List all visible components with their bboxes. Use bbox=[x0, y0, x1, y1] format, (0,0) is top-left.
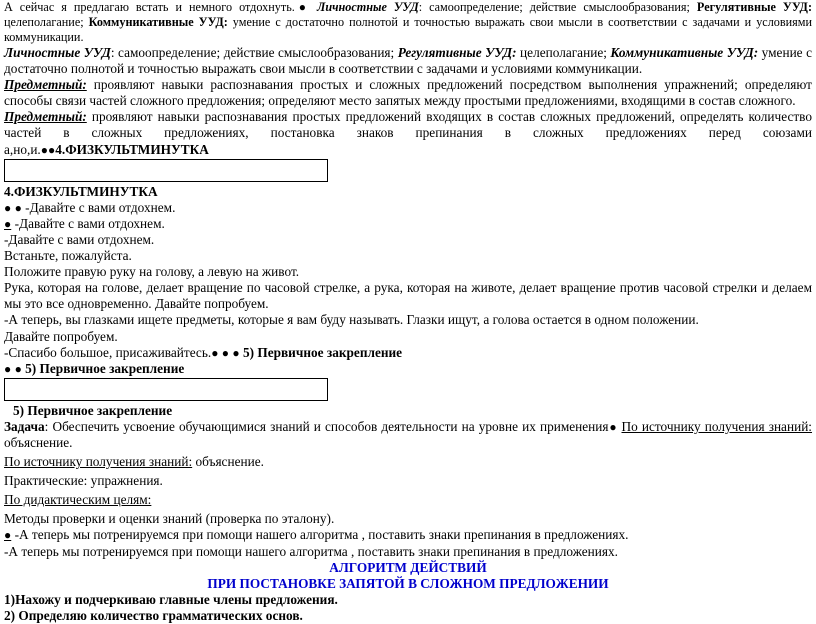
intro-text: А сейчас я предлагаю встать и немного отдохнуть. bbox=[4, 0, 295, 14]
exercise-text: -Давайте с вами отдохнем. bbox=[11, 215, 165, 231]
regulatory-uud-text: целеполагание; bbox=[4, 15, 89, 29]
communicative-uud-label: Коммуникативные УУД: bbox=[88, 15, 228, 29]
source-line bbox=[4, 454, 812, 470]
source-label: По источнику получения знаний: bbox=[621, 418, 813, 434]
communicative-uud-text: умение с достаточно полнотой и точностью выражать свои мысли в соответствии с задачами и условиями коммуникации. bbox=[4, 45, 812, 77]
algorithm-step: 1)Нахожу и подчеркиваю главные члены предложения. bbox=[4, 591, 338, 607]
exercise-line: -Давайте с вами отдохнем. bbox=[4, 231, 155, 247]
bullet-icon: ● bbox=[232, 345, 240, 360]
source-text: объяснение. bbox=[192, 454, 264, 470]
bullet-icon: ● bbox=[4, 528, 12, 543]
paragraph-uud-2 bbox=[4, 45, 812, 77]
section5-title: 5) Первичное закрепление bbox=[13, 402, 173, 418]
subject-text: проявляют навыки распознавания простых и сложных предложений посредством выполнения упражнений; определяют способы связи частей сложного предложения; определяют место запятых между простыми предложениями, входящими в состав сложного. bbox=[4, 77, 812, 109]
personal-uud-text: : самоопределение; действие смыслообразования; bbox=[110, 45, 398, 60]
bullet-icon: ● bbox=[40, 142, 49, 157]
bullet-icon: ● bbox=[4, 216, 12, 231]
exercise-line bbox=[4, 345, 812, 361]
algorithm-step: 2) Определяю количество грамматических основ. bbox=[4, 607, 303, 623]
section-heading-inline: 5) Первичное закрепление bbox=[239, 344, 403, 360]
empty-frame bbox=[4, 159, 328, 182]
exercise-text: -Спасибо большое, присаживайтесь. bbox=[4, 344, 212, 360]
paragraph-uud-1 bbox=[4, 0, 812, 45]
bullet-icon: ● bbox=[211, 345, 219, 360]
bullet-icon: ● bbox=[294, 0, 310, 14]
algorithm-subtitle: ПРИ ПОСТАНОВКЕ ЗАПЯТОЙ В СЛОЖНОМ ПРЕДЛОЖЕНИИ bbox=[207, 575, 609, 591]
personal-uud-text: : самоопределение; действие смыслообразования; bbox=[418, 0, 697, 14]
communicative-uud-text: умение с достаточно полнотой и точностью выражать свои мысли в соответствии с задачами и условиями коммуникации. bbox=[4, 15, 812, 44]
bullet-icon: ● bbox=[14, 361, 22, 376]
regulatory-uud-label: Регулятивные УУД: bbox=[397, 45, 517, 60]
personal-uud-label: Личностные УУД bbox=[309, 0, 419, 14]
section-heading-inline: 5) Первичное закрепление bbox=[21, 360, 185, 376]
algorithm-line bbox=[4, 527, 812, 543]
exercise-line: -А теперь, вы глазками ищете предметы, которые я вам буду называть. Глазки ищут, а голова остается в одном положении. bbox=[4, 312, 699, 328]
subject-label: Предметный: bbox=[4, 109, 87, 125]
exercise-line: Рука, которая на голове, делает вращение по часовой стрелке, а рука, которая на животе, делает вращение против часовой стрелки и делаем мы это все одновременно. Давайте попробуем. bbox=[4, 280, 812, 312]
bullet-icon: ● bbox=[221, 345, 230, 360]
section-heading-inline: 4.ФИЗКУЛЬТМИНУТКА bbox=[55, 141, 209, 157]
communicative-uud-label: Коммуникативные УУД: bbox=[610, 45, 759, 60]
empty-frame bbox=[4, 378, 328, 401]
task-paragraph bbox=[4, 419, 812, 451]
source-text: объяснение. bbox=[4, 434, 73, 450]
paragraph-subject-1 bbox=[4, 77, 812, 109]
regulatory-uud-text: целеполагание; bbox=[516, 45, 611, 60]
regulatory-uud-label: Регулятивные УУД: bbox=[696, 0, 812, 14]
bullet-icon: ● bbox=[608, 419, 618, 434]
task-text: : Обеспечить усвоение обучающимися знаний и способов деятельности на уровне их применения bbox=[44, 418, 609, 434]
bullet-icon: ● bbox=[14, 200, 22, 215]
task-label: Задача bbox=[4, 418, 45, 434]
exercise-line: Встаньте, пожалуйста. bbox=[4, 248, 132, 264]
practice-line: Практические: упражнения. bbox=[4, 473, 163, 489]
exercise-line: Положите правую руку на голову, а левую на живот. bbox=[4, 264, 300, 280]
bullet-icon: ● bbox=[4, 200, 12, 215]
methods-line: Методы проверки и оценки знаний (проверка по эталону). bbox=[4, 511, 335, 527]
document bbox=[4, 0, 812, 624]
algorithm-text: -А теперь мы потренируемся при помощи нашего алгоритма , поставить знаки препинания в предложениях. bbox=[11, 527, 629, 543]
personal-uud-label: Личностные УУД bbox=[4, 45, 111, 60]
exercise-line bbox=[4, 216, 812, 232]
bullet-icon: ● bbox=[48, 142, 56, 157]
exercise-line bbox=[4, 361, 812, 377]
didactic-label: По дидактическим целям: bbox=[4, 492, 152, 508]
exercise-line bbox=[4, 200, 812, 216]
algorithm-line: -А теперь мы потренируемся при помощи нашего алгоритма , поставить знаки препинания в предложениях. bbox=[4, 543, 618, 559]
bullet-icon: ● bbox=[4, 361, 12, 376]
algorithm-title: АЛГОРИТМ ДЕЙСТВИЙ bbox=[329, 559, 487, 575]
paragraph-subject-2 bbox=[4, 109, 812, 157]
section4-title: 4.ФИЗКУЛЬТМИНУТКА bbox=[4, 183, 158, 199]
source-label: По источнику получения знаний: bbox=[4, 454, 193, 470]
exercise-text: -Давайте с вами отдохнем. bbox=[21, 199, 176, 215]
subject-label: Предметный: bbox=[4, 77, 87, 93]
subject-text: проявляют навыки распознавания простых предложений входящих в состав сложных предложений, определять количество частей в сложных предложениях, постановка знаков препинания в сложных предложениях перед союзами а,но,и. bbox=[4, 109, 812, 157]
exercise-line: Давайте попробуем. bbox=[4, 328, 118, 344]
